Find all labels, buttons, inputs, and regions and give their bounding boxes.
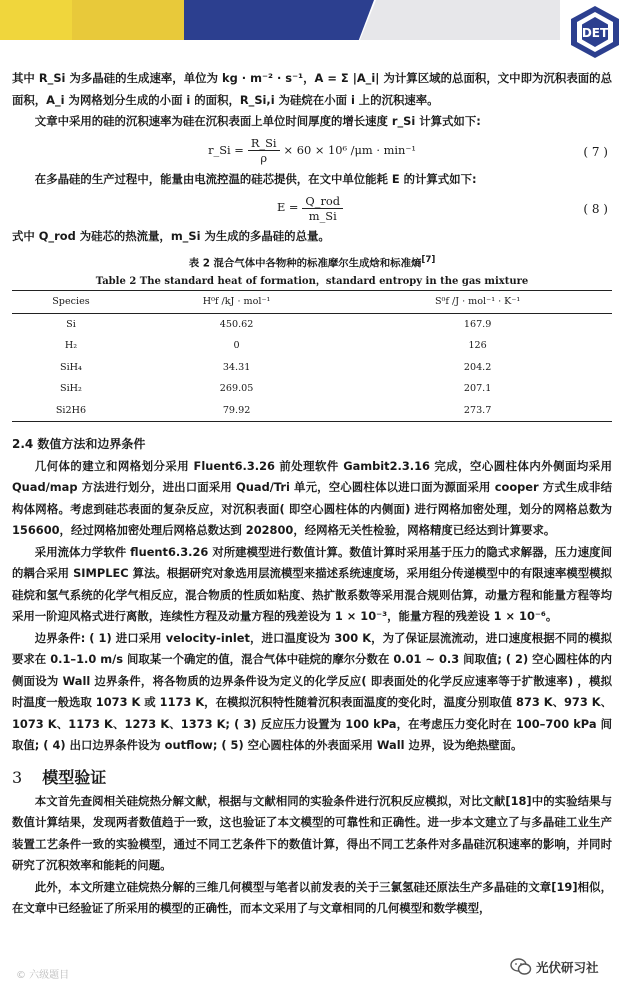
header-yellow-segment [0,0,72,40]
header-decoration-bar [0,0,560,40]
paragraph-validation-2: 此外，本文所建立硅烷热分解的三维几何模型与笔者以前发表的关于三氯氢硅还原法生产多晶硅的文章[19]相似，在文章中已经验证了所采用的模型的正确性，而本文采用了与文章相同的几何模型和数学模型， [12,879,612,916]
table-caption-cn [12,250,612,275]
table-row [12,378,612,400]
paragraph-symbols: 式中 Q_rod 为硅芯的热流量，m_Si 为生成的多晶硅的总量。 [12,229,330,243]
table-header-row [12,291,612,314]
eq7-rhs: × 60 × 10⁶ /μm · min⁻¹ [283,142,416,157]
table-caption-ref: [7] [421,254,436,265]
eq8-lhs: E = [276,200,299,215]
table-caption-cn-text: 表 2 混合气体中各物种的标准摩尔生成焓和标准熵 [188,256,422,269]
species-table [12,290,612,422]
footer-brand [510,958,599,976]
table-row [12,313,612,335]
article-body [12,68,612,920]
footer-watermark: © 六级题目 [16,970,70,981]
equation-7 [12,133,612,169]
table-caption-en: Table 2 The standard heat of formation，standard entropy in the gas mixture [95,276,529,288]
cell-entropy: 126 [468,340,487,352]
th-entropy: S⁰f /J · mol⁻¹ · K⁻¹ [434,296,521,308]
cell-entropy: 167.9 [463,318,492,330]
section-3-number: 3 [12,767,23,787]
logo-text: DET [581,26,609,40]
eq8-numerator: Q_rod [302,194,343,209]
section-3-title: 模型验证 [42,767,107,787]
paragraph-meshing: 几何体的建立和网格划分采用 Fluent6.3.26 前处理软件 Gambit2.3.16 完成，空心圆柱体内外侧面均采用 Quad/map 方法进行划分，进出口面采用 Quad/Tri 单元，空心圆柱体以进口面为源面采用 cooper 方式生成非结构体网格。考虑到硅芯表面的复杂反应，对沉积表面( 即空心圆柱体的内侧面) 进行网格加密处理，划分的网格总数为 156600，经过网格加密处理后网格总数达到 202800，经网格无关性检验，网格精度已经达到计算要求。 [12,458,612,538]
th-enthalpy: H⁰f /kJ · mol⁻¹ [202,296,271,308]
eq7-lhs: r_Si = [208,142,244,157]
cell-species: SiH₄ [60,361,82,373]
cell-enthalpy: 0 [233,340,240,352]
eq7-numerator: R_Si [248,136,280,151]
eq7-denominator: ρ [260,151,268,165]
journal-logo-icon [567,4,623,60]
paragraph-deposition-rate: 文章中采用的硅的沉积速率为硅在沉积表面上单位时间厚度的增长速度 r_Si 计算式如下: [34,114,481,128]
cell-entropy: 207.1 [463,383,492,395]
cell-enthalpy: 269.05 [219,383,254,395]
cell-species: Si2H6 [55,404,87,416]
eq8-denominator: m_Si [308,208,337,223]
paragraph-rate-definition: 其中 R_Si 为多晶硅的生成速率，单位为 kg · m⁻² · s⁻¹，A = Σ |A_i| 为计算区域的总面积，文中即为沉积表面的总面积，A_i 为网格划分生成的小面 i 的面积，R_Si,i 为硅烷在小面 i 上的沉积速率。 [12,71,612,107]
wechat-icon [510,958,532,976]
paragraph-solver: 采用流体力学软件 fluent6.3.26 对所建模型进行数值计算。数值计算时采用基于压力的隐式求解器，压力速度间的耦合采用 SIMPLEC 算法。根据研究对象选用层流模型来描述系统速度场，采用组分传递模型中的有限速率模型模拟硅烷和氢气系统的化学气相反应，混合物质的性质如粘度、热扩散系数等采用混合规则估算，动量方程和能量方程等均采用一阶迎风格式进行离散，连续性方程及动量方程的残差设为 1 × 10⁻³，能量方程的残差设 1 × 10⁻⁶。 [12,544,612,624]
cell-entropy: 273.7 [463,404,492,416]
cell-species: H₂ [64,340,78,352]
section-3-heading [12,765,612,791]
table-row [12,335,612,357]
eq8-number: ( 8 ) [583,202,608,216]
cell-enthalpy: 34.31 [222,361,251,373]
paragraph-validation-1: 本文首先查阅相关硅烷热分解文献，根据与文献相同的实验条件进行沉积反应模拟，对比文献[18]中的实验结果与数值计算结果，发现两者数值趋于一致，这也验证了本文模型的可靠性和正确性。进一步本文建立了与多晶硅工业生产装置工艺条件一致的实验模型，通过不同工艺条件下的数值计算，得出不同工艺条件对多晶硅沉积速率的影响，并同时研究了沉积效率和能耗的问题。 [12,793,612,873]
cell-entropy: 204.2 [463,361,492,373]
th-species: Species [52,296,90,308]
equation-8 [12,190,612,226]
header-navy-segment [184,0,374,40]
header-grey-segment [360,0,560,40]
cell-enthalpy: 79.92 [222,404,251,416]
cell-species: Si [66,318,76,330]
eq7-fraction [248,136,280,165]
table-row [12,357,612,379]
cell-species: SiH₂ [60,383,82,395]
paragraph-energy: 在多晶硅的生产过程中，能量由电流控温的硅芯提供，在文中单位能耗 E 的计算式如下: [34,171,477,186]
eq7-number: ( 7 ) [583,144,608,159]
paragraph-boundary-conditions: 边界条件: ( 1) 进口采用 velocity-inlet，进口温度设为 300 K，为了保证层流流动，进口速度根据不同的模拟要求在 0.1–1.0 m/s 间取某一个确定的值，混合气体中硅烷的摩尔分数在 0.01 ~ 0.3 间取值; ( 2) 空心圆柱体的内侧面设为 Wall 边界条件，将各物质的边界条件设为定义的化学反应( 即表面处的化学反应速率等于扩散速率) ，模拟时温度一般选取 1073 K 或 1173 K，在模拟沉积特性随着沉积表面温度的变化时，温度分别取值 873 K、973 K、1073 K、1173 K、1273 K、1373 K; ( 3) 反应压力设置为 100 kPa，在考虑压力变化时在 100–700 kPa 间取值; ( 4) 出口边界条件设为 outflow; ( 5) 空心圆柱体的外表面采用 Wall 边界，设为绝热壁面。 [12,630,612,753]
eq8-fraction [302,194,343,223]
header-yellow-segment-2 [72,0,184,40]
footer-brand-name: 光伏研习社 [536,960,599,975]
section-2-4-heading: 2.4 数值方法和边界条件 [12,437,146,452]
table-row [12,400,612,422]
cell-enthalpy: 450.62 [219,318,254,330]
